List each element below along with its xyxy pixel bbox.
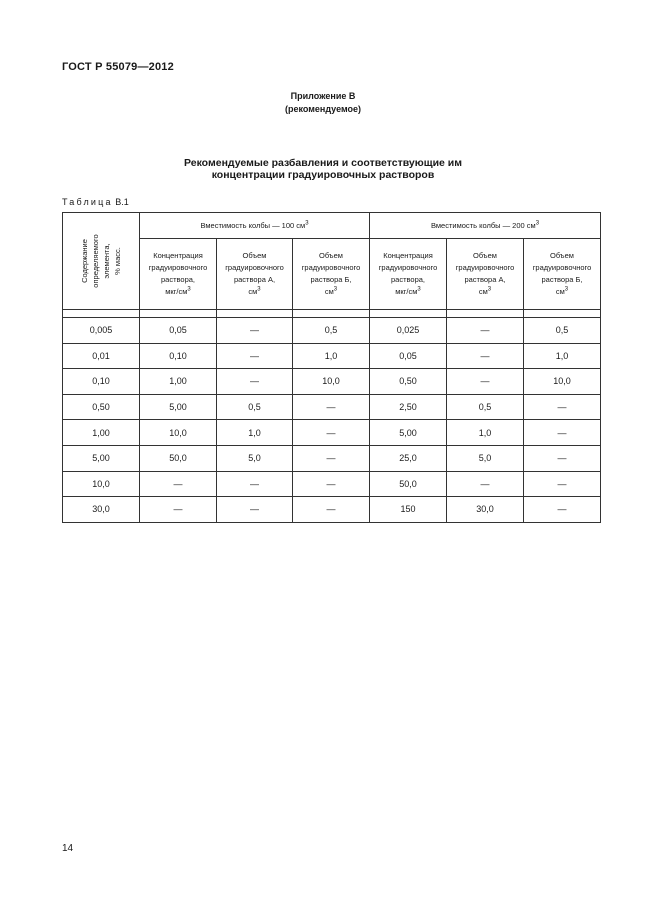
row-header-line: определяемого xyxy=(91,234,100,288)
table-header-row-2 xyxy=(63,239,601,310)
sub-header: Концентрация градуировочного раствора, мкг/$см^3$ xyxy=(140,239,217,310)
table-header-row-1 xyxy=(63,213,601,239)
row-header-line: Содержание xyxy=(80,239,89,283)
table-row: 10,0 — — — 50,0 — — xyxy=(63,471,601,497)
standard-number: ГОСТ Р 55079—2012 xyxy=(62,61,174,73)
row-header-line: % масс. xyxy=(113,247,122,275)
table-row: 0,01 0,10 — 1,0 0,05 — 1,0 xyxy=(63,343,601,369)
sub-header: Объем градуировочного раствора А, $см^3$ xyxy=(217,239,293,310)
table-row: 0,10 1,00 — 10,0 0,50 — 10,0 xyxy=(63,369,601,395)
row-header-text xyxy=(79,216,123,306)
table-row: 0,50 5,00 0,5 — 2,50 0,5 — xyxy=(63,394,601,420)
heading-line-2: концентрации градуировочных растворов xyxy=(211,169,435,181)
group-header-100: Вместимость колбы — 100 $см^3$ xyxy=(140,213,370,239)
group-header-200: Вместимость колбы — 200 $см^3$ xyxy=(370,213,601,239)
table-row: 30,0 — — — 150 30,0 — xyxy=(63,497,601,523)
table-caption-number: В.1 xyxy=(115,197,129,207)
table-caption xyxy=(62,197,129,207)
sub-header: Объем градуировочного раствора А, $см^3$ xyxy=(447,239,524,310)
table-caption-word: Таблица xyxy=(62,197,113,207)
table-row: 5,00 50,0 5,0 — 25,0 5,0 — xyxy=(63,445,601,471)
table-gap-row xyxy=(63,310,601,318)
sub-header: Объем градуировочного раствора Б, $см^3$ xyxy=(524,239,601,310)
sub-header: Объем градуировочного раствора Б, $см^3$ xyxy=(293,239,370,310)
page-number: 14 xyxy=(62,843,74,854)
appendix-title: Приложение В xyxy=(290,91,356,101)
table-row: 0,005 0,05 — 0,5 0,025 — 0,5 xyxy=(63,318,601,344)
appendix-subtitle: (рекомендуемое) xyxy=(285,104,361,114)
dilution-table xyxy=(62,212,601,523)
sub-header: Концентрация градуировочного раствора, мкг/$см^3$ xyxy=(370,239,447,310)
row-header-cell xyxy=(63,213,140,310)
table-row: 1,00 10,0 1,0 — 5,00 1,0 — xyxy=(63,420,601,446)
row-header-line: элемента, xyxy=(102,243,111,279)
heading-line-1: Рекомендуемые разбавления и соответствующие им xyxy=(183,157,463,169)
